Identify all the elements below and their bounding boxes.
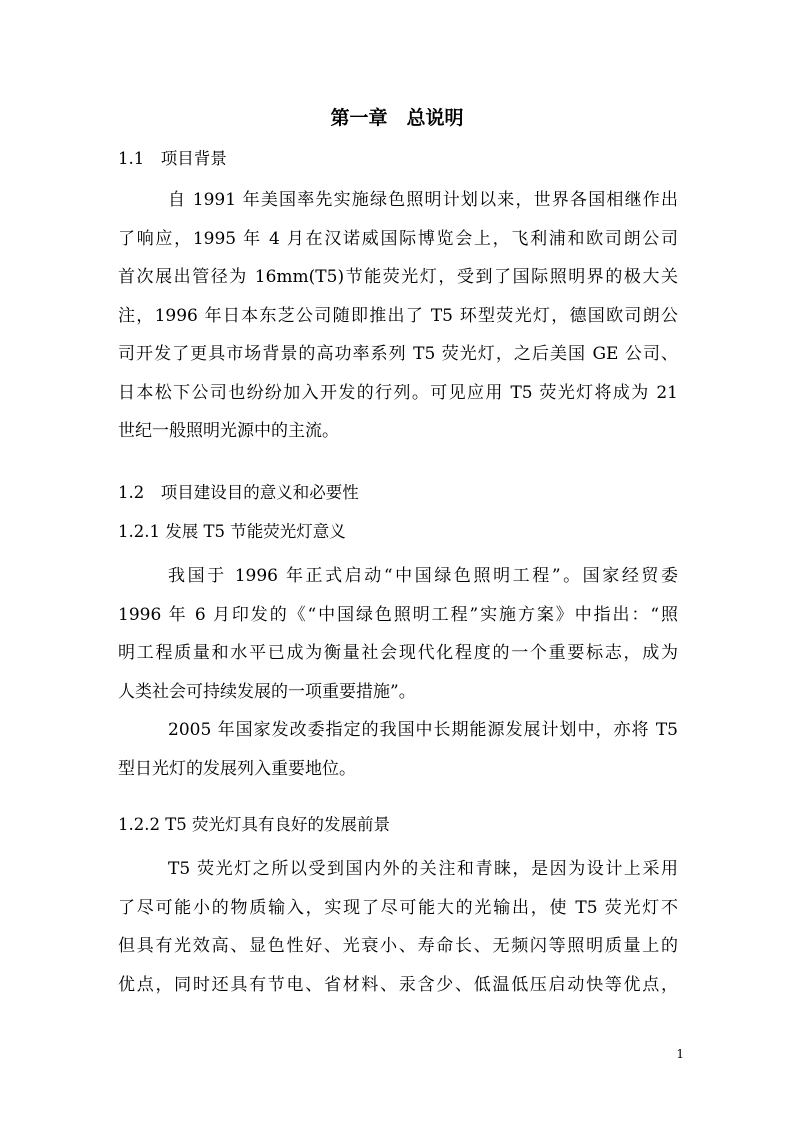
paragraph-line: 了尽可能小的物质输入，实现了尽可能大的光输出，使 T5 荧光灯不: [118, 897, 678, 918]
section-heading-1-2-2: 1.2.2 T5 荧光灯具有良好的发展前景: [118, 815, 390, 834]
paragraph-t5-prospects: [118, 850, 678, 1004]
paragraph-line: 世纪一般照明光源中的主流。: [118, 421, 339, 441]
paragraph-line: 1996 年 6 月印发的《“中国绿色照明工程”实施方案》中指出：“照: [118, 604, 678, 625]
page-number: 1: [676, 1047, 684, 1061]
paragraph-line: 明工程质量和水平已成为衡量社会现代化程度的一个重要标志，成为: [118, 643, 678, 663]
chapter-title: 第一章 总说明: [330, 107, 464, 129]
paragraph-line: 日本松下公司也纷纷加入开发的行列。可见应用 T5 荧光灯将成为 21: [118, 382, 678, 403]
paragraph-line: 注，1996 年日本东芝公司随即推出了 T5 环型荧光灯，德国欧司朗公: [118, 305, 678, 326]
paragraph-line: 了响应，1995 年 4 月在汉诺威国际博览会上，飞利浦和欧司朗公司: [118, 228, 678, 249]
paragraph-energy-plan: [118, 711, 678, 788]
paragraph-line: 人类社会可持续发展的一项重要措施”。: [118, 681, 416, 702]
paragraph-line: 自 1991 年美国率先实施绿色照明计划以来，世界各国相继作出: [168, 190, 678, 210]
paragraph-line: 但具有光效高、显色性好、光衰小、寿命长、无频闪等照明质量上的: [118, 936, 678, 956]
paragraph-line: 司开发了更具市场背景的高功率系列 T5 荧光灯，之后美国 GE 公司、: [118, 344, 678, 364]
section-heading-1-2: 1.2 项目建设目的意义和必要性: [118, 483, 359, 502]
paragraph-line: T5 荧光灯之所以受到国内外的关注和青睐，是因为设计上采用: [168, 859, 678, 879]
section-heading-1-1: 1.1 项目背景: [118, 149, 227, 168]
paragraph-green-lighting: [118, 557, 678, 711]
paragraph-line: 2005 年国家发改委指定的我国中长期能源发展计划中，亦将 T5: [168, 720, 678, 740]
paragraph-line: 优点，同时还具有节电、省材料、汞含少、低温低压启动快等优点，: [118, 974, 678, 995]
paragraph-project-background: [118, 181, 678, 451]
paragraph-line: 首次展出管径为 16mm(T5)节能荧光灯，受到了国际照明界的极大关: [118, 267, 678, 287]
paragraph-line: 型日光灯的发展列入重要地位。: [118, 758, 356, 779]
paragraph-line: 我国于 1996 年正式启动“中国绿色照明工程”。国家经贸委: [168, 566, 678, 586]
section-heading-1-2-1: 1.2.1 发展 T5 节能荧光灯意义: [118, 522, 346, 541]
